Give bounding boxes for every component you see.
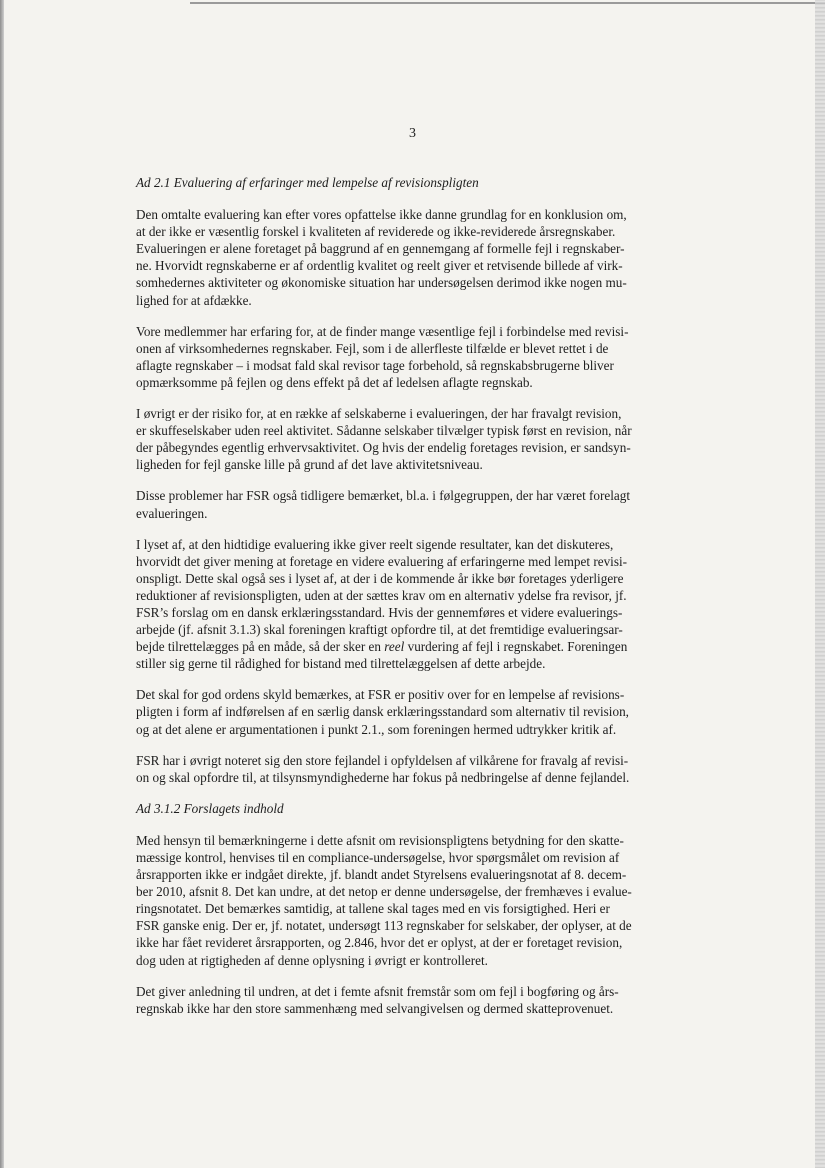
paragraph	[136, 686, 676, 737]
text-line: aflagte regnskaber – i modsat fald skal revisor tage forbehold, så regnskabsbrugerne bliver	[136, 357, 614, 373]
paragraph	[136, 487, 676, 521]
paragraph	[136, 752, 676, 786]
text-line: FSR har i øvrigt noteret sig den store fejlandel i opfyldelsen af vilkårene for fravalg af revisi-	[136, 752, 629, 768]
text-line: dog uden at rigtigheden af denne oplysning i øvrigt er kontrolleret.	[136, 952, 488, 968]
document-body	[136, 174, 676, 1031]
text-line: onspligt. Dette skal også ses i lyset af, at der i de kommende år ikke bør foretages yderligere	[136, 570, 624, 586]
text-line: ne. Hvorvidt regnskaberne er af ordentlig kvalitet og reelt giver et retvisende billede af virk-	[136, 258, 623, 274]
text-line: mæssige kontrol, henvises til en compliance-undersøgelse, hvor spørgsmålet om revision af	[136, 850, 620, 865]
text-line: stiller sig gerne til rådighed for bistand med tilrettelæggelsen af dette arbejde.	[136, 656, 546, 672]
text-line: Evalueringen er alene foretaget på baggrund af en gennemgang af formelle fejl i regnskaber-	[136, 241, 625, 257]
text-line: FSR ganske enig. Der er, jf. notatet, undersøgt 113 regnskaber for selskaber, der oplyser, at de	[136, 918, 632, 934]
text-line: ber 2010, afsnit 8. Det kan undre, at det netop er denne undersøgelse, der fremhæves i evalue-	[136, 884, 632, 900]
text-line: og at det alene er argumentationen i punkt 2.1., som foreningen hermed udtrykker kritik af.	[136, 721, 617, 737]
text-line: er skuffeselskaber uden reel aktivitet. Sådanne selskaber tilvælger typisk først en revision, når	[136, 423, 632, 439]
paragraph	[136, 323, 676, 391]
text-segment: bejde tilrettelægges på en måde, så der sker en	[136, 639, 385, 655]
text-line: der påbegyndes egentlig erhvervsaktivitet. Og hvis der endelig foretages revision, er sandsyn-	[136, 440, 631, 456]
text-line: ligheden for fejl ganske lille på grund af det lave aktivitetsniveau.	[136, 457, 483, 473]
text-line: I øvrigt er der risiko for, at en række af selskaberne i evalueringen, der har fravalgt revision,	[136, 406, 622, 422]
text-line: on og skal opfordre til, at tilsynsmyndighederne har fokus på nedbringelse af denne fejlandel.	[136, 769, 630, 785]
text-line: pligten i form af indførelsen af en særlig dansk erklæringsstandard som alternativ til revision,	[136, 704, 629, 720]
text-line: ringsnotatet. Det bemærkes samtidig, at tallene skal tages med en vis forsigtighed. Heri er	[136, 901, 610, 917]
text-line: Det giver anledning til undren, at det i femte afsnit fremstår som om fejl i bogføring og års-	[136, 983, 619, 999]
text-line: regnskab ikke har den store sammenhæng med selvangivelsen og dermed skatteprovenuet.	[136, 1000, 614, 1016]
text-line: evalueringen.	[136, 505, 208, 521]
text-line: somhedernes aktiviteter og økonomiske situation har undersøgelsen derimod ikke nogen mu-	[136, 275, 627, 291]
text-line: Det skal for god ordens skyld bemærkes, at FSR er positiv over for en lempelse af revisions-	[136, 687, 625, 703]
text-line: FSR’s forslag om en dansk erklæringsstandard. Hvis der gennemføres et videre evaluerings-	[136, 604, 623, 620]
paragraph	[136, 206, 676, 309]
section-heading-2-1: Ad 2.1 Evaluering af erfaringer med lempelse af revisionspligten	[136, 175, 479, 190]
scan-top-border	[190, 2, 825, 4]
text-line: Vore medlemmer har erfaring for, at de finder mange væsentlige fejl i forbindelse med revisi-	[136, 323, 629, 339]
emphasis-text: reel	[384, 639, 405, 655]
paragraph	[136, 536, 676, 673]
text-segment: vurdering af fejl i regnskabet. Foreningen	[404, 639, 628, 655]
text-line	[136, 638, 676, 655]
scan-left-edge	[0, 0, 4, 1168]
page-number: 3	[409, 126, 416, 141]
text-line: opmærksomme på fejlen og dens effekt på det af ledelsen aflagte regnskab.	[136, 374, 533, 390]
text-line: arbejde (jf. afsnit 3.1.3) skal foreningen kraftigt opfordre til, at det fremtidige evalueringsar-	[136, 622, 623, 638]
text-line: Den omtalte evaluering kan efter vores opfattelse ikke danne grundlag for en konklusion om,	[136, 207, 627, 223]
text-line: onen af virksomhedernes regnskaber. Fejl, som i de allerfleste tilfælde er blevet rettet i de	[136, 340, 609, 356]
text-line: årsrapporten ikke er indgået direkte, jf. blandt andet Styrelsens evalueringsnotat af 8. decem-	[136, 867, 627, 883]
text-line: lighed for at afdække.	[136, 292, 252, 308]
section-heading-3-1-2: Ad 3.1.2 Forslagets indhold	[136, 800, 284, 816]
text-line: at der ikke er væsentlig forskel i kvaliteten af reviderede og ikke-reviderede årsregnskaber.	[136, 224, 616, 240]
scan-right-edge	[815, 0, 825, 1168]
text-line: reduktioner af revisionspligten, uden at der sættes krav om en alternativ ydelse fra revisor, jf.	[136, 587, 627, 603]
paragraph	[136, 983, 676, 1017]
text-line: I lyset af, at den hidtidige evaluering ikke giver reelt sigende resultater, kan det diskuteres,	[136, 536, 614, 552]
text-line: Med hensyn til bemærkningerne i dette afsnit om revisionspligtens betydning for den skatte-	[136, 832, 624, 848]
text-line: hvorvidt det giver mening at foretage en videre evaluering af erfaringerne med lempet revisi-	[136, 553, 628, 569]
paragraph	[136, 405, 676, 473]
text-line: Disse problemer har FSR også tidligere bemærket, bl.a. i følgegruppen, der har været forelagt	[136, 488, 631, 504]
paragraph	[136, 832, 676, 969]
text-line: ikke har fået revideret årsrapporten, og 2.846, hvor det er oplyst, at der er foretaget revision,	[136, 935, 623, 951]
